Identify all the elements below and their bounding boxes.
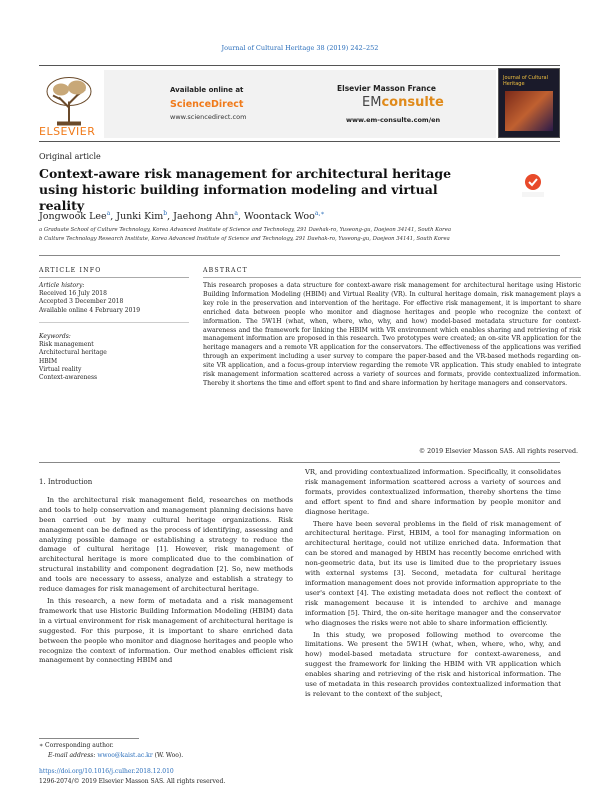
author-1[interactable]: Jongwook Lee$^a$, xyxy=(39,210,117,223)
abstract-text: This research proposes a data structure for context-aware risk management for architectural heritage using Historic Building Information Modeling (HBIM) and Virtual Reality (VR). In cultural heritage domain, risk management plays a key role in the preservation and intervention of the heritage. For effective risk management, it is important to share enriched data between people who monitor and diagnose heritages and people who recognize the context of information. The 5W1H (what, when, where, who, why, and how) model-based metadata structure for context-awareness and the framework for linking the HBIM with VR environment which enables sharing and retrieving of risk management information are proposed in this research. Two prototypes were created; an on-site VR application for the heritage managers and a remote VR application for the conservators. The effectiveness of the applications was verified through an experiment including a user survey to compare the paper-based and the VR-based methods regarding on-site VR application, and a focus-group interview regarding the remote VR application. This study enabled to integrate risk management information scattered across a variety of sources and formats, provide contextualized information. Thereby it shortens the time and effort spent to find and share information by heritage managers and conservators. xyxy=(203,282,581,387)
email-label: E-mail address: xyxy=(48,752,96,759)
abstract-heading: ABSTRACT xyxy=(203,267,248,274)
sciencedirect-url[interactable]: www.sciencedirect.com xyxy=(170,113,247,121)
cover-artwork xyxy=(505,91,553,131)
keyword: Virtual reality xyxy=(39,365,82,373)
intro-heading: 1. Introduction xyxy=(39,478,93,486)
article-history xyxy=(39,282,140,315)
keyword: Context-awareness xyxy=(39,374,98,382)
elsevier-wordmark: ELSEVIER xyxy=(39,125,96,138)
em-logo-part-b: consulte xyxy=(381,95,444,110)
em-publisher: Elsevier Masson France xyxy=(337,84,436,93)
em-consulte-logo xyxy=(362,95,444,110)
author-affiliation-mark[interactable]: b xyxy=(163,210,168,217)
author-affiliation-mark[interactable]: a xyxy=(234,210,238,217)
author-affiliation-mark[interactable]: a,∗ xyxy=(314,210,325,217)
keyword: HBIM xyxy=(39,357,58,365)
history-received: Received 16 July 2018 xyxy=(39,290,107,298)
em-logo-part-a: EM xyxy=(362,95,382,110)
journal-reference[interactable]: Journal of Cultural Heritage 38 (2019) 242–252 xyxy=(221,44,379,52)
intro-paragraph: In this research, a new form of metadata and a risk management framework that use Historic Building Information Modeling (HBIM) data in a virtual environment for risk management of architectural heritage is suggested. For this purpose, it is important to share enriched data between the people who monitor and diagnose heritages and people who recognize the context of information. Our method enables efficient risk management by connecting HBIM and xyxy=(39,596,293,665)
affiliation-a: a Graduate School of Culture Technology, Korea Advanced Institute of Science and Technology, 291 Daehak-ro, Yuseong-gu, Daejeon 34141, South Korea xyxy=(39,227,451,233)
cover-title: Journal of Cultural Heritage xyxy=(503,75,548,87)
intro-right-text xyxy=(305,468,561,702)
header-bottom-rule xyxy=(39,141,560,142)
corresponding-author: ∗ Corresponding author. xyxy=(39,742,114,749)
author-affiliation-mark[interactable]: a xyxy=(106,210,111,217)
intro-paragraph: In this study, we proposed following method to overcome the limitations. We present the 5W1H (what, when, where, who, why, and how) model-based metadata structure for context-awareness, and suggest the framework for linking the HBIM with VR application which enables sharing and retrieving of the risk and historical information. The use of metadata in this research provides contextualized information that is relevant to the context of the subject, xyxy=(305,630,561,698)
em-consulte-url[interactable]: www.em-consulte.com/en xyxy=(346,116,441,124)
article-type: Original article xyxy=(39,152,101,161)
author-name: Woontack Woo xyxy=(244,211,315,223)
journal-cover-image xyxy=(498,68,560,138)
keyword: Risk management xyxy=(39,341,94,349)
author-2[interactable]: Junki Kim$^b$, xyxy=(116,210,174,223)
affiliation-b: b Culture Technology Research Institute, Korea Advanced Institute of Science and Technology, 291 Daehak-ro, Yuseong-gu, Daejeon 34141, South Korea xyxy=(39,236,450,242)
history-label: Article history: xyxy=(39,282,85,289)
abstract-rule xyxy=(203,277,581,278)
author-name: Jongwook Lee xyxy=(39,211,107,223)
doi-link[interactable]: https://doi.org/10.1016/j.culher.2018.12.010 xyxy=(39,768,174,775)
section-rule xyxy=(39,255,560,256)
intro-paragraph: In the architectural risk management field, researches on methods and tools to help conservation and management planning decisions have been carried out by many cultural heritage organizations. Risk management can be defined as the process of identifying, assessing and analyzing possible damage or establishing a strategy to reduce the damage of cultural heritage [1]. However, risk management of architectural heritage is more complicated due to the combination of structural instability and component degradation [2]. So, new methods and tools are necessary to assess, analyze and establish a strategy to reduce damages for risk management of architectural heritage. xyxy=(39,495,293,594)
email-suffix: (W. Woo). xyxy=(154,752,184,759)
author-3[interactable]: Jaehong Ahn$^a$, xyxy=(173,210,245,223)
header-top-rule xyxy=(39,65,560,66)
intro-paragraph: There have been several problems in the field of risk management of architectural heritage. First, HBIM, a tool for managing information on architectural heritage, could not utilize enriched data. Information that can be stored and managed by HBIM has recently become enriched with non-geometric data, but its use is limited due to the proprietary issues with external systems [3]. Second, metadata for cultural heritage information management does not provide information appropriate to the user's context [4]. The existing metadata does not reflect the context of risk management because it is intended to archive and manage information [5]. Third, the on-site heritage manager and the conservator who diagnoses the risks were not able to share information efficiently. xyxy=(305,519,561,627)
intro-left-column xyxy=(39,478,293,668)
keywords-rule xyxy=(39,322,189,323)
email-link[interactable]: wwoo@kaist.ac.kr xyxy=(97,752,153,759)
keywords-label: Keywords: xyxy=(39,333,71,340)
abstract-copyright: © 2019 Elsevier Masson SAS. All rights reserved. xyxy=(418,448,578,455)
keywords-block xyxy=(39,333,107,382)
history-online: Available online 4 February 2019 xyxy=(39,306,141,314)
article-info-heading: ARTICLE INFO xyxy=(39,267,102,274)
history-accepted: Accepted 3 December 2018 xyxy=(39,298,124,306)
footnote-rule xyxy=(39,738,139,739)
check-for-updates-icon[interactable] xyxy=(520,172,546,198)
elsevier-tree-logo xyxy=(39,70,99,132)
sciencedirect-name: ScienceDirect xyxy=(170,99,244,110)
email-line xyxy=(48,752,183,759)
author-name: Junki Kim xyxy=(116,211,164,223)
author-list xyxy=(39,210,324,222)
intro-paragraph: VR, and providing contextualized information. Specifically, it consolidates risk management information scattered across a variety of sources and formats, provides contextualized information, thereby shortens the time and effort spent to find and share information by people monitor and diagnose heritage. xyxy=(305,468,561,516)
author-name: Jaehong Ahn xyxy=(173,211,235,223)
author-4[interactable] xyxy=(244,211,324,222)
abstract-bottom-rule xyxy=(39,462,560,463)
issn-line: 1296-2074/© 2019 Elsevier Masson SAS. All rights reserved. xyxy=(39,778,226,785)
keyword: Architectural heritage xyxy=(39,349,107,357)
article-title: Context-aware risk management for architectural heritage using historic building information modeling and virtual reality xyxy=(39,166,452,213)
article-info-rule xyxy=(39,277,189,278)
sciencedirect-available: Available online at xyxy=(170,86,244,94)
